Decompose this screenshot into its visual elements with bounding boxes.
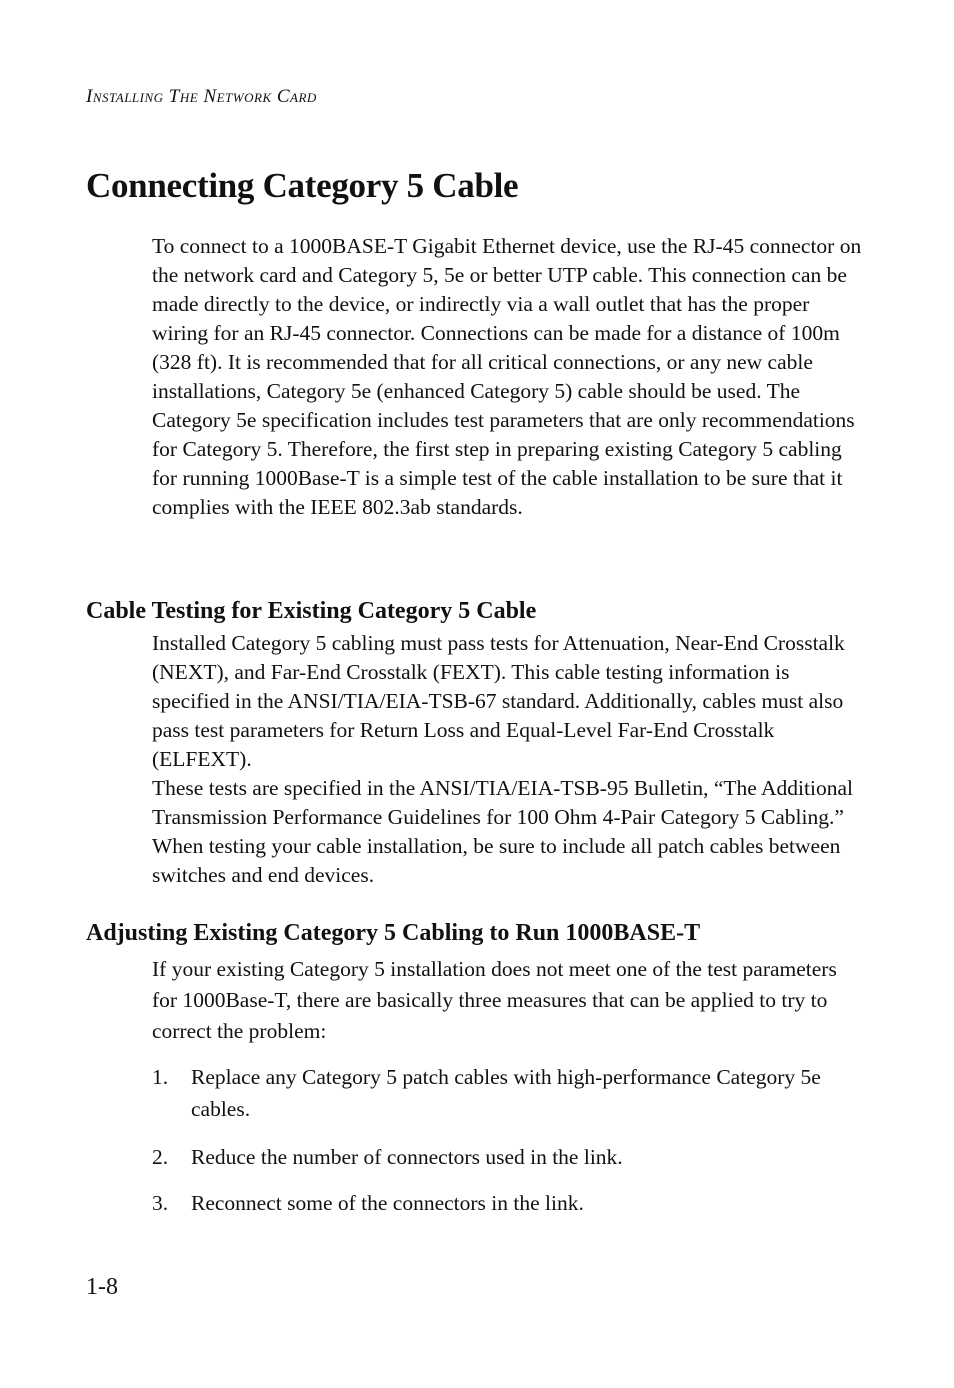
running-head: Installing The Network Card (86, 86, 317, 107)
intro-section (86, 232, 866, 522)
cable-testing-heading: Cable Testing for Existing Category 5 Cable (86, 598, 537, 624)
measures-list (86, 1061, 826, 1219)
cable-testing-paragraph-2: These tests are specified in the ANSI/TIA/EIA-TSB-95 Bulletin, “The Additional Transmission Performance Guidelines for 100 Ohm 4-Pair Category 5 Cabling.” When testing your cable installation, be sure to include all patch cables between switches and end devices. (152, 776, 853, 887)
list-item (152, 1141, 826, 1173)
cable-testing-section (86, 594, 866, 890)
list-item-number: 1. (152, 1065, 169, 1089)
adjusting-heading: Adjusting Existing Category 5 Cabling to Run 1000BASE-T (86, 920, 701, 946)
list-item (152, 1187, 826, 1219)
list-item-text: Replace any Category 5 patch cables with high-performance Category 5e cables. (191, 1065, 821, 1121)
list-item-number: 3. (152, 1191, 169, 1215)
list-item (152, 1061, 826, 1125)
list-item-number: 2. (152, 1145, 169, 1169)
adjusting-section (86, 916, 837, 1219)
cable-testing-paragraph-1: Installed Category 5 cabling must pass tests for Attenuation, Near-End Crosstalk (NEXT), and Far-End Crosstalk (FEXT). This cable testing information is specified in the ANSI/TIA/EIA-TSB-67 standard. Additionally, cables must also pass test parameters for Return Loss and Equal-Level Far-End Crosstalk (ELFEXT). (152, 631, 845, 771)
list-item-text: Reconnect some of the connectors in the link. (191, 1191, 584, 1215)
list-item-text: Reduce the number of connectors used in the link. (191, 1145, 623, 1169)
page-number: 1-8 (86, 1274, 118, 1300)
adjusting-intro: If your existing Category 5 installation does not meet one of the test parameters for 1000Base-T, there are basically three measures that can be applied to try to correct the problem: (152, 957, 837, 1043)
page-title: Connecting Category 5 Cable (86, 166, 519, 205)
intro-paragraph: To connect to a 1000BASE-T Gigabit Ethernet device, use the RJ-45 connector on the network card and Category 5, 5e or better UTP cable. This connection can be made directly to the device, or indirectly via a wall outlet that has the proper wiring for an RJ-45 connector. Connections can be made for a distance of 100m (328 ft). It is recommended that for all critical connections, or any new cable installations, Category 5e (enhanced Category 5) cable should be used. The Category 5e specification includes test parameters that are only recommendations for Category 5. Therefore, the first step in preparing existing Category 5 cabling for running 1000Base-T is a simple test of the cable installation to be sure that it complies with the IEEE 802.3ab standards. (152, 234, 862, 519)
